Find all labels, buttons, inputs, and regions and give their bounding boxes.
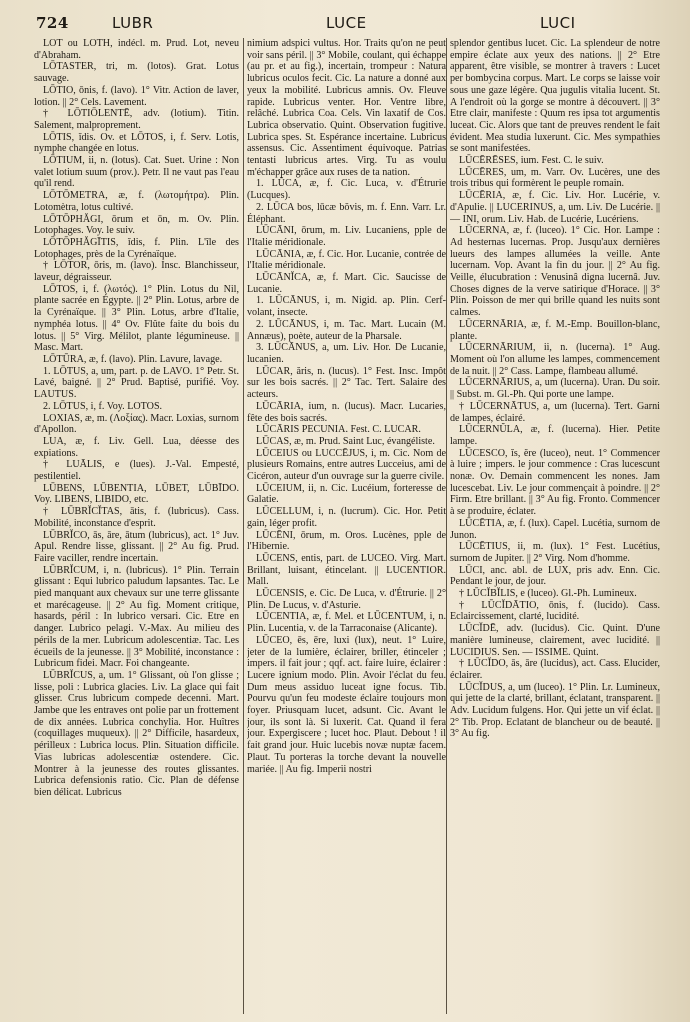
dictionary-entry: LŪCĒNI, ōrum, m. Oros. Lucènes, pple de l'Hibernie. (247, 529, 446, 553)
dictionary-entry: LŪBRĬCUS, a, um. 1° Glissant, où l'on glisse ; lisse, poli : Lubrica glacies. Liv. La glace qui fait glisser. Crus lubricum compede decenni. Mart. Jambe que les entraves ont polie par un frottement de dix années. Lubrica conchylia. Hor. Huîtres (coquillages muqueux). || 2° Difficile, hasardeux, périlleux : Lubrica locus. Plin. Situation difficile. Vias lubricas adolescentiæ ostendere. Cic. Montrer à la jeunesse des routes glissantes. Lubrica defensionis ratio. Cic. Plan de défense bien délicat. Lubricus (34, 669, 239, 798)
dictionary-entry: LŪBRĬCO, ās, āre, ātum (lubricus), act. 1° Juv. Apul. Rendre lisse, glissant. || 2° Au fig. Prud. Faire vaciller, rendre incertain. (34, 529, 239, 564)
dictionary-entry: LŪBENS, LŪBENTIA, LŪBET, LŪBĪDO. Voy. LIBENS, LIBIDO, etc. (34, 482, 239, 506)
dictionary-entry: LOT ou LOTH, indécl. m. Prud. Lot, neveu d'Abraham. (34, 38, 239, 61)
dictionary-entry: 2. LŌTUS, i, f. Voy. LOTOS. (43, 400, 163, 412)
dictionary-entry: 2. LŪCA bos, lūcæ bŏvis, m. f. Enn. Varr. Lr. Éléphant. (247, 201, 446, 225)
dictionary-entry: LŪCENSIS, e. Cic. De Luca, v. d'Étrurie. || 2° Plin. De Lucus, v. d'Asturie. (247, 588, 446, 611)
dictionary-entry: LŪCERNĀRIUM, ii, n. (lucerna). 1° Aug. Moment où l'on allume les lampes, commencement de la nuit. || 2° Cass. Lampe, flambeau allumé. (450, 342, 660, 377)
dictionary-entry: LUA, æ, f. Liv. Gell. Lua, déesse des expiations. (34, 435, 239, 459)
page-number: 724 (36, 14, 69, 32)
dictionary-entry: LŪCĒRĒSES, ium. Fest. C. le suiv. (459, 155, 604, 167)
dictionary-entry: LŌTASTER, tri, m. (lotos). Grat. Lotus sauvage. (34, 61, 239, 85)
dictionary-entry: LŪCĀNI, ōrum, m. Liv. Lucaniens, pple de l'Italie méridionale. (247, 225, 446, 248)
dictionary-entry: † LŪCĬDO, ās, āre (lucidus), act. Cass. Elucider, éclairer. (450, 658, 660, 681)
dictionary-entry: LŌTIO, ōnis, f. (lavo). 1° Vitr. Action de laver, lotion. || 2° Cels. Lavement. (34, 84, 239, 108)
dictionary-entry: LŪCĒTIA, æ, f. (lux). Capel. Lucétia, surnom de Junon. (450, 517, 660, 541)
dictionary-entry: LŪCĬDUS, a, um (luceo). 1° Plin. Lr. Lumineux, qui jette de la clarté, brillant, éclatant, transparent. || Adv. Lucidum fulgens. Hor. Qui jette un vif éclat. || 2° Tib. Prop. Eclatant de blancheur ou de beauté. || 3° Au fig. (450, 681, 660, 740)
column-left (34, 38, 239, 1016)
column-middle (247, 38, 446, 1016)
dictionary-entry: † LŌTOR, ōris, m. (lavo). Insc. Blanchisseur, laveur, dégraisseur. (34, 260, 239, 284)
dictionary-entry: LŌTŌPHĂGI, ōrum et ōn, m. Ov. Plin. Lotophages. Voy. le suiv. (34, 213, 239, 237)
column-divider (243, 38, 244, 1014)
dictionary-entry: nimium adspici vultus. Hor. Traits qu'on ne peut voir sans péril. || 3° Mobile, coulant, qui échappe (au pr. et au fig.), incertain, trompeur : Natura lubricus oculos fecit. Cic. La nature a donné aux yeux la mobilité. Lubricus amnis. Ov. Fleuve rapide. Lubricus venter. Hor. Ventre libre, relâché. Lubrica Coa. Cels. Vin laxatif de Cos. Lubrica observatio. Quint. Observation fugitive. Lubrica spes. St. Espérance incertaine. Lubricus assensus. Cic. Assentiment équivoque. Patrias tentasti lubricus artes. Virg. Tu as voulu m'échapper grâce aux ruses de ta nation. (247, 38, 446, 178)
dictionary-entry: LŌTOS, i, f. (λωτός). 1° Plin. Lotus du Nil, plante sacrée en Égypte. || 2° Plin. Lotus, arbre de la Cyrénaïque. || 3° Plin. Lotus, arbre d'Italie, nymphéa lotus. || 4° Ov. Flûte faite du bois du lotus. || 5° Virg. Mélilot, plante légumineuse. || Masc. Mart. (34, 283, 239, 354)
dictionary-entry: LŪCERNĀRIUS, a, um (lucerna). Uran. Du soir. || Subst. m. Gl.-Ph. Qui porte une lampe. (450, 377, 660, 401)
header-right-guide-word: LUCI (540, 14, 576, 32)
header-left-guide-word: LUBR (112, 14, 154, 32)
dictionary-entry: LŪCĀNĬCA, æ, f. Mart. Cic. Saucisse de Lucanie. (247, 272, 446, 295)
dictionary-entry: LŪCĒRIA, æ, f. Cic. Liv. Hor. Lucérie, v. d'Apulie. || LUCERINUS, a, um. Liv. De Lucérie. || — INI, orum. Liv. Hab. de Lucérie, Lucériens. (450, 190, 660, 225)
dictionary-entry: 1. LŌTUS, a, um, part. p. de LAVO. 1° Petr. St. Lavé, baigné. || 2° Prud. Baptisé, purifié. Voy. LAUTUS. (34, 365, 239, 401)
dictionary-entry: LŪCELLUM, i, n. (lucrum). Cic. Hor. Petit gain, léger profit. (247, 506, 446, 529)
header-center-guide-word: LUCE (326, 14, 367, 32)
dictionary-entry: LŪCERNŬLA, æ, f. (lucerna). Hier. Petite lampe. (450, 424, 660, 447)
dictionary-entry: LŌTŌMETRA, æ, f. (λωτομήτρα). Plin. Lotomètra, lotus cultivé. (34, 190, 239, 213)
dictionary-entry: † LUĀLIS, e (lues). J.-Val. Empesté, pestilentiel. (34, 459, 239, 483)
dictionary-entry: † LŪCERNĀTUS, a, um (lucerna). Tert. Garni de lampes, éclairé. (450, 400, 660, 424)
dictionary-entry: LŪCAS, æ, m. Prud. Saint Luc, évangéliste. (256, 435, 435, 447)
dictionary-entry: LŪCĒRES, um, m. Varr. Ov. Lucères, une des trois tribus qui formèrent le peuple romain. (450, 166, 660, 190)
dictionary-entry: † LŪCĬBĬLIS, e (luceo). Gl.-Ph. Lumineux. (459, 588, 637, 600)
dictionary-entry: LŌTŌPHĂGĪTIS, ĭdis, f. Plin. L'île des Lotophages, près de la Cyrénaïque. (34, 236, 239, 260)
dictionary-entry: LŪBRĬCUM, i, n. (lubricus). 1° Plin. Terrain glissant : Equi lubrico paludum lapsantes. Tac. Le pied manquant aux chevaux sur une terre glissante et marécageuse. || 2° Au fig. Moment critique, hasards, péril : In lubrico versari. Cic. Etre en danger. Lubrico pelagi. V.-Max. Au milieu des périls de la mer. Lubricum adolescentiæ. Tac. Les écueils de la jeunesse. || 3° Mobilité, inconstance : Lubricum fidei. Macr. Foi changeante. (34, 564, 239, 670)
dictionary-entry: LŌTIUM, ii, n. (lotus). Cat. Suet. Urine : Non valet lotium suum (prov.). Petr. Il ne vaut pas l'eau qu'il rend. (34, 155, 239, 190)
dictionary-entry: LŪCĬDĒ, adv. (lucidus). Cic. Quint. D'une manière lumineuse, clairement, avec lucidité. || LUCIDIUS. Sen. — ISSIME. Quint. (450, 623, 660, 658)
dictionary-entry: LOXIAS, æ, m. (Λοξίας). Macr. Loxias, surnom d'Apollon. (34, 412, 239, 436)
dictionary-entry: LŪCI, anc. abl. de LUX, pris adv. Enn. Cic. Pendant le jour, de jour. (450, 564, 660, 588)
dictionary-entry: LŪCĀRIS PECUNIA. Fest. C. LUCAR. (256, 424, 421, 436)
column-right (450, 38, 660, 1016)
dictionary-entry: 3. LŪCĀNUS, a, um. Liv. Hor. De Lucanie, lucanien. (247, 342, 446, 365)
column-divider (446, 38, 447, 1014)
dictionary-entry: LŪCEIUS ou LUCCĒJUS, i, m. Cic. Nom de plusieurs Romains, entre autres Lucceius, ami de Cicéron, auteur d'un ouvrage sur la guerre civile. (247, 447, 446, 483)
dictionary-entry: 2. LŪCĀNUS, i, m. Tac. Mart. Lucain (M. Annæus), poète, auteur de la Pharsale. (247, 318, 446, 342)
dictionary-entry: † LŪBRĬCĬTAS, ātis, f. (lubricus). Cass. Mobilité, inconstance d'esprit. (34, 506, 239, 529)
dictionary-entry: † LŪCĬDĀTIO, ōnis, f. (lucido). Cass. Eclaircissement, clarté, lucidité. (450, 599, 660, 623)
dictionary-entry: † LŌTIŌLENTĒ, adv. (lotium). Titin. Salement, malproprement. (34, 108, 239, 131)
dictionary-entry: LŌTIS, ĭdis. Ov. et LŌTOS, i, f. Serv. Lotis, nymphe changée en lotus. (34, 131, 239, 155)
dictionary-entry: LŌTŪRA, æ, f. (lavo). Plin. Lavure, lavage. (43, 353, 223, 365)
dictionary-entry: LŪCĀRIA, ium, n. (lucus). Macr. Lucaries, fête des bois sacrés. (247, 400, 446, 424)
dictionary-entry: LŪCAR, ăris, n. (lucus). 1° Fest. Insc. Impôt sur les bois sacrés. || 2° Tac. Tert. Salaire des acteurs. (247, 365, 446, 401)
dictionary-entry: LŪCĒTIUS, ii, m. (lux). 1° Fest. Lucétius, surnom de Jupiter. || 2° Virg. Nom d'homme. (450, 541, 660, 564)
dictionary-entry: LŪCESCO, ĭs, ĕre (luceo), neut. 1° Commencer à luire ; impers. le jour commence : Cras lucescunt nonæ. Ov. Demain commencent les nones. Jam lucescebat. Liv. Le jour commençait à poindre. || 2° Firm. Etre brillant. || 3° Au fig. Fronto. Commencer à se produire, éclater. (450, 447, 660, 518)
dictionary-entry: LŪCEIUM, ii, n. Cic. Lucéium, forteresse de Galatie. (247, 482, 446, 506)
dictionary-entry: LŪCĀNIA, æ, f. Cic. Hor. Lucanie, contrée de l'Italie méridionale. (247, 248, 446, 272)
dictionary-entry: LŪCENS, entis, part. de LUCEO. Virg. Mart. Brillant, luisant, étincelant. || LUCENTIOR. Mall. (247, 552, 446, 588)
dictionary-entry: LŪCERNA, æ, f. (luceo). 1° Cic. Hor. Lampe : Ad hesternas lucernas. Prop. Jusqu'aux dernières lueurs des lampes allumées la veille. Ante lucernam. Vop. Avant la fin du jour. || 2° Au fig. Veille, élucubration : Venusinâ digna lucernâ. Juv. Choses dignes de la verve satirique d'Horace. || 3° Plin. Poisson de mer qui brille quand les nuits sont calmes. (450, 225, 660, 319)
dictionary-entry: 1. LŪCA, æ, f. Cic. Luca, v. d'Étrurie (Lucques). (247, 178, 446, 202)
running-header (0, 14, 690, 40)
dictionary-entry: LŪCENTIA, æ, f. Mel. et LŪCENTUM, i, n. Plin. Lucentia, v. de la Tarraconaise (Alicante). (247, 611, 446, 635)
dictionary-entry: LŪCERNĀRIA, æ, f. M.-Emp. Bouillon-blanc, plante. (450, 318, 660, 342)
dictionary-entry: LŪCEO, ēs, ēre, luxi (lux), neut. 1° Luire, jeter de la lumière, éclairer, briller, étinceler ; impers. il fait jour ; qqf. act. faire luire, éclairer : Lucere ignium modo. Plin. Avoir l'éclat du feu. Dum meus assiduo luceat igne focus. Tib. Pourvu qu'un feu modeste éclaire toujours mon foyer. Priusquam lucet, adsunt. Cic. Avant le jour, ils sont là. Si luxerit. Cat. Quand il fera jour. Expergiscere ; lucet hoc. Plaut. Debout ! il fait grand jour. Huic lucebis novæ nuptæ facem. Plaut. Tu porteras la torche devant la nouvelle mariée. || Au fig. Imperii nostri (247, 634, 446, 775)
dictionary-entry: splendor gentibus lucet. Cic. La splendeur de notre empire éclate aux yeux des nations. || 2° Etre apparent, être visible, se montrer à travers : Lucet per bombycina corpus. Mart. Le corps se laisse voir sous une gaze légère. Qua jugulis vitalia lucent. St. A l'endroit où la gorge se montre à découvert. || 3° Etre clair, manifeste : Quum res ipsa tot argumentis luceat. Cic. Alors que tant de preuves rendent le fait évident. Mea studia luxerunt. Cic. Mes sympathies se sont manifestées. (450, 38, 660, 155)
dictionary-entry: 1. LŪCĀNUS, i, m. Nigid. ap. Plin. Cerf-volant, insecte. (247, 295, 446, 319)
